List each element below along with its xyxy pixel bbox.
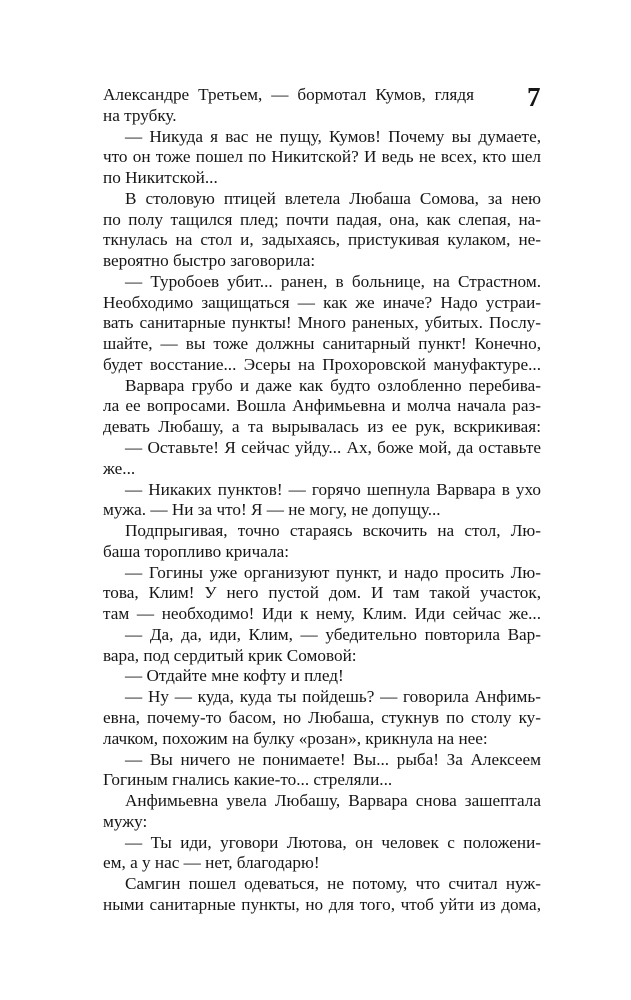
page-number: 7: [527, 82, 541, 112]
text-line: баша торопливо кричала:: [103, 541, 290, 561]
text-line: лачком, похожим на булку «розан», крикнула на нее:: [103, 728, 488, 748]
paragraph: [103, 376, 541, 438]
text-line: Варвара грубо и даже как будто озлобленно перебива-: [125, 375, 541, 395]
text-line: шайте, — вы тоже должны санитарный пункт! Конечно,: [103, 334, 541, 354]
paragraph: [103, 750, 541, 792]
text-line: — Ты иди, уговори Лютова, он человек с положени-: [125, 832, 541, 852]
paragraph: [103, 189, 541, 272]
paragraph: [103, 563, 541, 625]
text-line: Подпрыгивая, точно стараясь вскочить на стол, Лю-: [125, 521, 541, 541]
text-line: мужу:: [103, 811, 148, 831]
text-line: ткнулась на стол и, задыхаясь, пристукивая кулаком, не-: [103, 230, 541, 250]
text-line: това, Клим! У него пустой дом. И там такой участок,: [103, 583, 541, 603]
text-line: — Никуда я вас не пущу, Кумов! Почему вы думаете,: [125, 126, 541, 146]
paragraph: [103, 521, 541, 563]
text-line: — Гогины уже организуют пункт, и надо просить Лю-: [125, 562, 541, 582]
paragraph: [103, 874, 541, 916]
paragraph: [103, 625, 541, 667]
text-line: Самгин пошел одеваться, не потому, что считал нуж-: [125, 874, 541, 894]
text-line: девать Любашу, а та вырывалась из ее рук, вскрикивая:: [103, 417, 541, 437]
paragraph: [103, 833, 541, 875]
text-line: по полу тащился плед; почти падая, она, как слепая, на-: [103, 209, 541, 229]
paragraph: [103, 791, 541, 833]
text-line: — Да, да, иди, Клим, — убедительно повторила Вар-: [125, 624, 541, 644]
text-line: вероятно быстро заговорила:: [103, 251, 316, 271]
text-line: там — необходимо! Иди к нему, Клим. Иди сейчас же...: [103, 604, 541, 624]
text-line: ла ее вопросами. Вошла Анфимьевна и молча начала раз-: [103, 396, 541, 416]
paragraph: [103, 438, 541, 480]
text-line: вать санитарные пункты! Много раненых, убитых. Послу-: [103, 313, 541, 333]
paragraph: [103, 82, 541, 127]
text-line: В столовую птицей влетела Любаша Сомова, за нею: [125, 188, 541, 208]
text-line: мужа. — Ни за что! Я — не могу, не допущу...: [103, 500, 441, 520]
text-line: ными санитарные пункты, но для того, чтоб уйти из дома,: [103, 894, 541, 914]
text-line: же...: [103, 458, 136, 478]
paragraph: [103, 127, 541, 189]
text-line: Анфимьевна увела Любашу, Варвара снова зашептала: [125, 791, 541, 811]
text-line: Гогиным гнались какие-то... стреляли...: [103, 770, 393, 790]
text-line: — Ну — куда, куда ты пойдешь? — говорила Анфимь-: [125, 687, 541, 707]
body-text: [103, 82, 541, 916]
paragraph: [103, 272, 541, 376]
text-line: — Вы ничего не понимаете! Вы... рыба! За Алексеем: [125, 749, 541, 769]
text-line: вара, под сердитый крик Сомовой:: [103, 645, 357, 665]
text-line: ем, а у нас — нет, благодарю!: [103, 853, 320, 873]
text-line: будет восстание... Эсеры на Прохоровской мануфактуре...: [103, 354, 541, 374]
text-line: — Туробоев убит... ранен, в больнице, на Страстном.: [125, 271, 541, 291]
text-line: Необходимо защищаться — как же иначе? Надо устраи-: [103, 292, 541, 312]
text-line: евна, почему-то басом, но Любаша, стукнув по столу ку-: [103, 707, 541, 727]
text-line: по Никитской...: [103, 168, 218, 188]
paragraph: [103, 480, 541, 522]
paragraph: [103, 666, 541, 687]
text-line: — Никаких пунктов! — горячо шепнула Варвара в ухо: [125, 479, 541, 499]
text-line: на трубку.: [103, 105, 177, 125]
text-line: — Отдайте мне кофту и плед!: [125, 666, 344, 686]
text-line: — Оставьте! Я сейчас уйду... Ах, боже мой, да оставьте: [125, 438, 541, 458]
paragraph: [103, 687, 541, 749]
text-line: Александре Третьем, — бормотал Кумов, глядя: [103, 85, 474, 104]
text-line: что он тоже пошел по Никитской? И ведь не всех, кто шел: [103, 147, 541, 167]
